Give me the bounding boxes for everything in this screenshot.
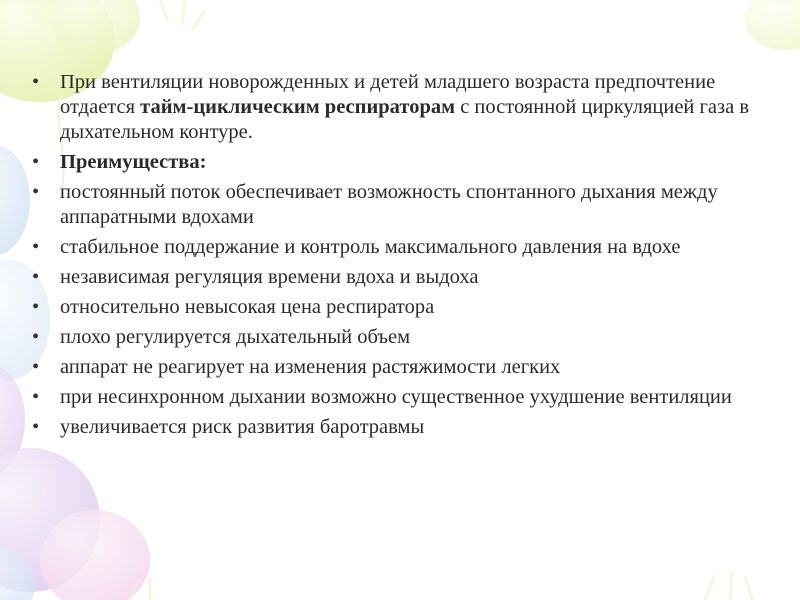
- slide-content: [30, 70, 760, 445]
- balloon: [745, 0, 800, 50]
- bullet-marker: •: [32, 356, 40, 378]
- text-segment: аппарат не реагирует на изменения растяжимости легких: [60, 356, 561, 378]
- bullet-item: [30, 385, 760, 410]
- bullet-item: [30, 355, 760, 380]
- bullet-item: [30, 295, 760, 320]
- bullet-item: [30, 70, 760, 145]
- text-segment: постоянный поток обеспечивает возможность спонтанного дыхания между аппаратными вдохами: [60, 181, 718, 228]
- bullet-marker: •: [32, 416, 40, 438]
- bullet-marker: •: [32, 181, 40, 203]
- bullet-marker: •: [32, 266, 40, 288]
- text-segment: увеличивается риск развития баротравмы: [60, 416, 425, 438]
- bullet-item: [30, 180, 760, 230]
- bullet-marker: •: [32, 326, 40, 348]
- text-segment: При вентиляции новорожденных и детей младшего возраста предпочтение отдается: [60, 71, 716, 118]
- bullet-marker: •: [32, 151, 40, 173]
- bullet-marker: •: [32, 386, 40, 408]
- balloon: [0, 145, 30, 255]
- bullet-marker: •: [32, 296, 40, 318]
- bold-text-segment: Преимущества:: [60, 151, 207, 173]
- bullet-item: [30, 150, 760, 175]
- bullet-marker: •: [32, 71, 40, 93]
- bold-text-segment: тайм-циклическим респираторам: [140, 96, 456, 118]
- text-segment: независимая регуляция времени вдоха и выдоха: [60, 266, 479, 288]
- text-segment: с постоянной циркуляцией газа в дыхательном контуре.: [60, 96, 750, 143]
- bullet-item: [30, 235, 760, 260]
- bullet-marker: •: [32, 236, 40, 258]
- text-segment: при несинхронном дыхании возможно существенное ухудшение вентиляции: [60, 386, 732, 408]
- bullet-item: [30, 325, 760, 350]
- text-segment: стабильное поддержание и контроль максимального давления на вдохе: [60, 236, 681, 258]
- text-segment: относительно невысокая цена респиратора: [60, 296, 435, 318]
- bullet-item: [30, 265, 760, 290]
- bullet-item: [30, 415, 760, 440]
- bullet-list: [30, 70, 760, 440]
- text-segment: плохо регулируется дыхательный объем: [60, 326, 411, 348]
